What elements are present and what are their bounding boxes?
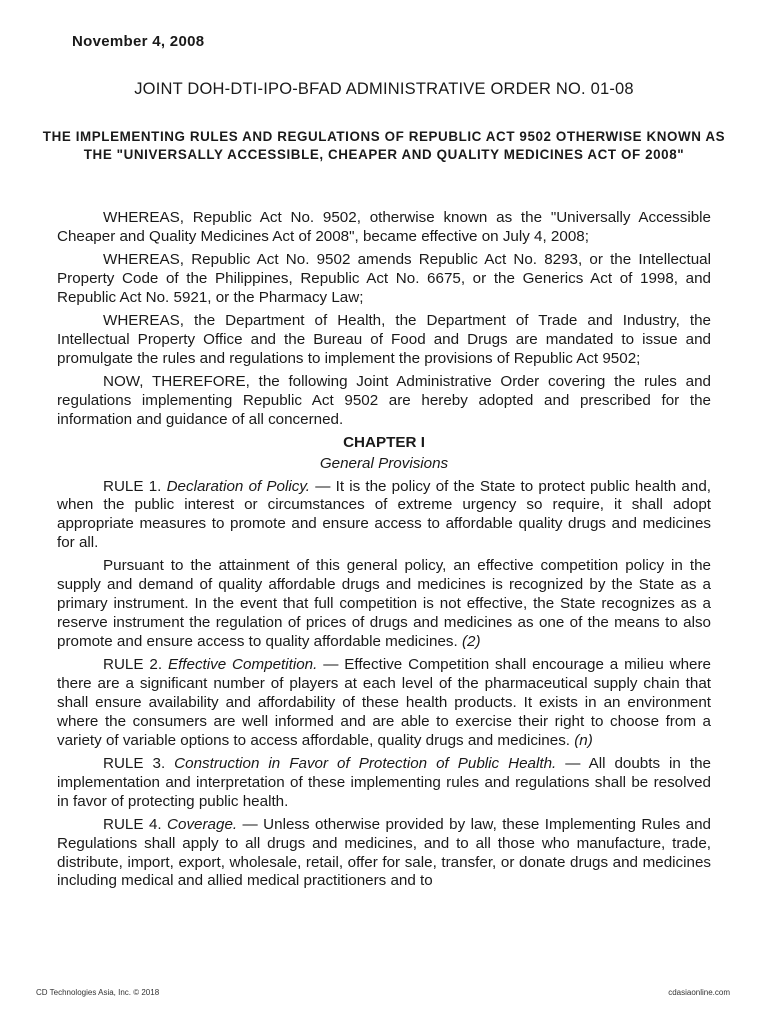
footer-copyright: CD Technologies Asia, Inc. © 2018 bbox=[36, 988, 160, 997]
rule-number: RULE 1. bbox=[103, 477, 167, 495]
rule-paragraph bbox=[57, 478, 711, 554]
rule-number: RULE 4. bbox=[103, 815, 168, 833]
rule-paragraph bbox=[57, 755, 711, 812]
rule-text: Pursuant to the attainment of this general policy, an effective competition policy in the supply and demand of quality affordable drugs and medicines is recognized by the State as a primary instrument. In the event that full competition is not effective, the State recognizes as a reserve instrument the regulation of prices of drugs and medicines as one of the means to also promote and ensure access to quality affordable medicines. bbox=[57, 557, 711, 650]
chapter-heading: CHAPTER I bbox=[343, 433, 425, 451]
rule-text: — Unless otherwise provided by law, these Implementing Rules and Regulations shall apply to all drugs and medicines, and to all those who manufacture, trade, distribute, import, export, wholesale, retail, offer for sale, transfer, or donate drugs and medicines including medical and allied medical practitioners and to bbox=[57, 815, 711, 890]
rule-number: RULE 3. bbox=[103, 754, 175, 772]
order-title: JOINT DOH-DTI-IPO-BFAD ADMINISTRATIVE ORDER NO. 01-08 bbox=[134, 80, 634, 98]
rule-paragraph bbox=[57, 557, 711, 652]
rule-text: — Effective Competition shall encourage a milieu where there are a significant number of players at each level of the pharmaceutical supply chain that shall ensure availability and affordability of these health products. It exists in an environment where the consumers are well informed and are able to exercise their right to choose from a variety of variable options to access affordable, quality drugs and medicines. bbox=[57, 656, 711, 749]
rule-number: RULE 2. bbox=[103, 656, 168, 674]
rule-title: Coverage. bbox=[167, 815, 238, 833]
rule-title: Effective Competition. bbox=[167, 656, 318, 674]
whereas-paragraph: WHEREAS, Republic Act No. 9502, otherwise known as the "Universally Accessible Cheaper and Quality Medicines Act of 2008", became effective on July 4, 2008; bbox=[57, 209, 711, 245]
rule-text: — It is the policy of the State to protect public health and, when the public interest or circumstances of extreme urgency so require, it shall adopt appropriate measures to promote and ensure access to affordable quality drugs and medicines for all. bbox=[57, 477, 711, 552]
whereas-paragraph: WHEREAS, the Department of Health, the Department of Trade and Industry, the Intellectual Property Office and the Bureau of Food and Drugs are mandated to issue and promulgate the rules and regulations to implement the provisions of Republic Act 9502; bbox=[57, 311, 711, 367]
rule-paragraph bbox=[57, 816, 711, 892]
rule-title: Declaration of Policy. bbox=[166, 477, 311, 495]
footer-site: cdasiaonline.com bbox=[668, 988, 730, 997]
whereas-paragraph: WHEREAS, Republic Act No. 9502 amends Republic Act No. 8293, or the Intellectual Property Code of the Philippines, Republic Act No. 6675, or the Generics Act of 1998, and Republic Act No. 5921, or the Pharmacy Law; bbox=[57, 251, 711, 306]
rule-text: — All doubts in the implementation and interpretation of these implementing rules and regulations shall be resolved in favor of protecting public health. bbox=[57, 754, 711, 810]
source-note: (2) bbox=[461, 632, 481, 650]
chapter-subheading: General Provisions bbox=[319, 454, 449, 472]
document-subtitle: THE IMPLEMENTING RULES AND REGULATIONS OF REPUBLIC ACT 9502 OTHERWISE KNOWN AS THE "UNIVERSALLY ACCESSIBLE, CHEAPER AND QUALITY MEDICINES ACT OF 2008" bbox=[42, 129, 726, 162]
document-date: November 4, 2008 bbox=[72, 33, 205, 50]
rule-title: Construction in Favor of Protection of Public Health. bbox=[174, 754, 557, 772]
now-therefore-paragraph: NOW, THEREFORE, the following Joint Administrative Order covering the rules and regulations implementing Republic Act 9502 are hereby adopted and prescribed for the information and guidance of all concerned. bbox=[57, 372, 711, 428]
rule-paragraph bbox=[57, 656, 711, 751]
source-note: (n) bbox=[574, 731, 593, 749]
document-body bbox=[57, 209, 711, 896]
